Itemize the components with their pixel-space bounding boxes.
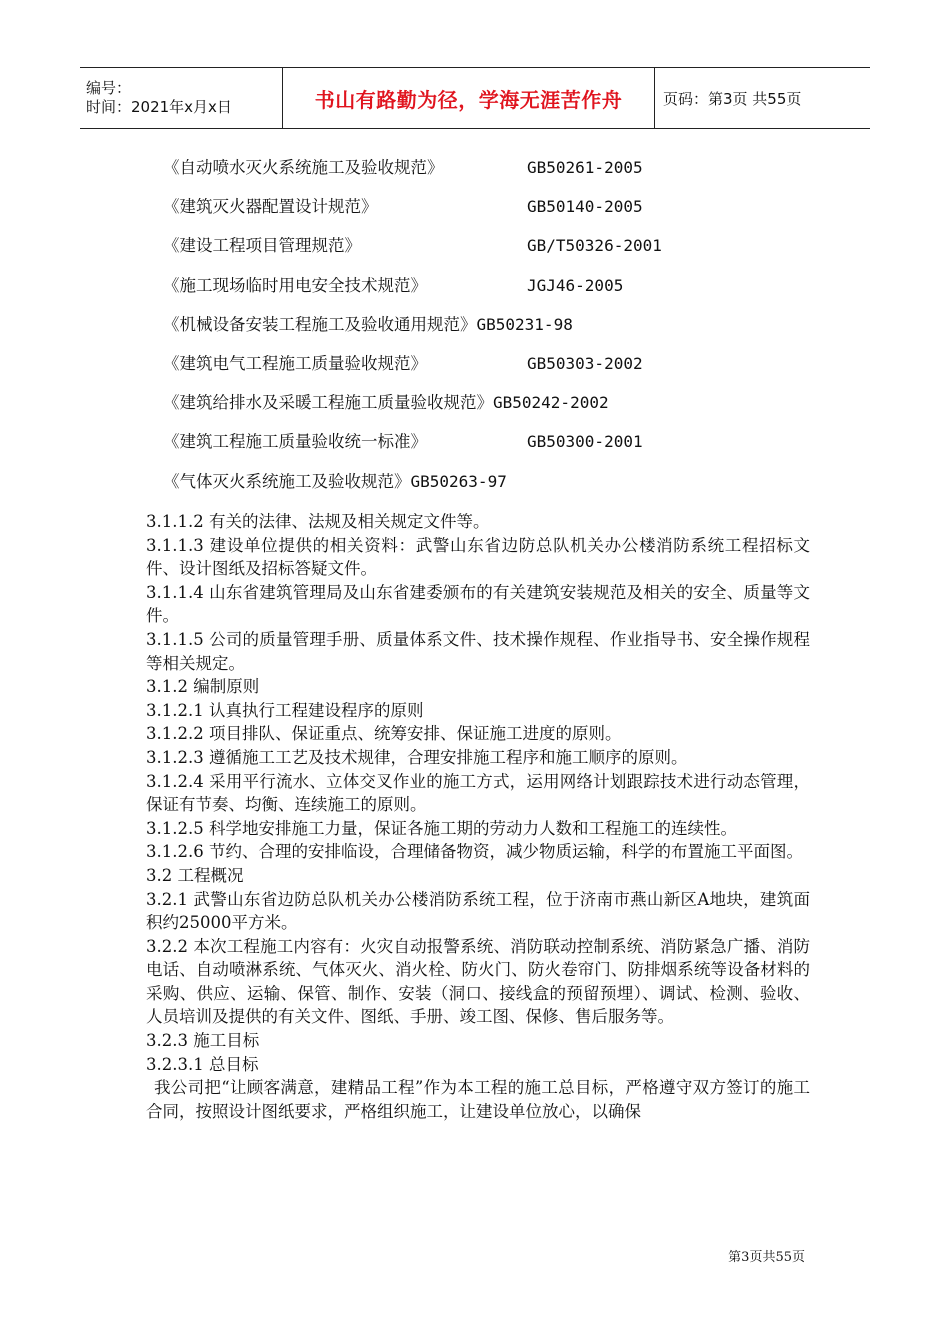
standard-title: 《建筑电气工程施工质量验收规范》 <box>163 353 427 373</box>
standard-title: 《机械设备安装工程施工及验收通用规范》 <box>163 314 477 334</box>
list-item <box>163 424 662 463</box>
header-motto: 书山有路勤为径，学海无涯苦作舟 <box>283 68 655 128</box>
standard-code: GB50140-2005 <box>527 197 643 217</box>
section-heading: 3.2 工程概况 <box>146 865 244 885</box>
serial-label: 编号： <box>86 79 132 97</box>
paragraph: 3.1.1.5 公司的质量管理手册、质量体系文件、技术操作规程、作业指导书、安全操作规程等相关规定。 <box>146 629 810 673</box>
standards-list <box>163 150 662 503</box>
standard-title: 《建筑灭火器配置设计规范》 <box>163 197 378 217</box>
header-page-label: 页码：第3页 共55页 <box>663 89 802 108</box>
section-heading: 3.1.2 编制原则 <box>146 677 260 697</box>
list-item <box>163 307 662 346</box>
header-meta <box>80 68 283 128</box>
paragraph: 3.2.2 本次工程施工内容有：火灾自动报警系统、消防联动控制系统、消防紧急广播、消防电话、自动喷淋系统、气体灭火、消火栓、防火门、防火卷帘门、防排烟系统等设备材料的采购、供应、运输、保管、制作、安装（洞口、接线盒的预留预埋）、调试、检测、验收、人员培训及提供的有关文件、图纸、手册、竣工图、保修、售后服务等。 <box>146 936 810 1027</box>
standard-code: GB50242-2002 <box>493 393 609 413</box>
standard-title: 《建设工程项目管理规范》 <box>163 236 361 256</box>
standard-code: GB50300-2001 <box>527 432 643 452</box>
standard-code: GB50303-2002 <box>527 353 643 373</box>
standard-title: 《建筑给排水及采暖工程施工质量验收规范》 <box>163 393 493 413</box>
standard-code: GB50263-97 <box>410 471 507 491</box>
list-item <box>163 189 662 228</box>
standard-code: JGJ46-2005 <box>527 275 624 295</box>
paragraph: 3.1.2.2 项目排队、保证重点、统筹安排、保证施工进度的原则。 <box>146 724 622 744</box>
paragraph: 3.1.2.3 遵循施工工艺及技术规律，合理安排施工程序和施工顺序的原则。 <box>146 747 688 767</box>
standard-code: GB50261-2005 <box>527 158 643 177</box>
paragraph: 我公司把“让顾客满意，建精品工程”作为本工程的施工总目标，严格遵守双方签订的施工合同，按照设计图纸要求，严格组织施工，让建设单位放心，以确保 <box>146 1078 810 1121</box>
section-heading: 3.2.3.1 总目标 <box>146 1054 259 1074</box>
page-header <box>80 67 870 129</box>
paragraph: 3.1.1.4 山东省建筑管理局及山东省建委颁布的有关建筑安装规范及相关的安全、质量等文件。 <box>146 582 810 626</box>
paragraph: 3.1.2.4 采用平行流水、立体交叉作业的施工方式，运用网络计划跟踪技术进行动态管理，保证有节奏、均衡、连续施工的原则。 <box>146 771 810 815</box>
standard-title: 《施工现场临时用电安全技术规范》 <box>163 275 427 295</box>
paragraph: 3.1.1.2 有关的法律、法规及相关规定文件等。 <box>146 512 490 531</box>
standard-title: 《自动喷水灭火系统施工及验收规范》 <box>163 158 444 177</box>
list-item <box>163 228 662 267</box>
standard-title: 《建筑工程施工质量验收统一标准》 <box>163 432 427 452</box>
page-footer: 第3页共55页 <box>728 1250 805 1265</box>
paragraph: 3.1.2.5 科学地安排施工力量，保证各施工期的劳动力人数和工程施工的连续性。 <box>146 818 737 838</box>
body-text <box>146 510 810 1123</box>
standard-code: GB/T50326-2001 <box>527 236 662 256</box>
list-item <box>163 150 662 189</box>
paragraph: 3.1.2.1 认真执行工程建设程序的原则 <box>146 700 424 720</box>
time-label: 时间：2021年x月x日 <box>86 98 232 116</box>
paragraph: 3.1.2.6 节约、合理的安排临设，合理储备物资，减少物质运输，科学的布置施工平面图。 <box>146 842 803 862</box>
list-item <box>163 346 662 385</box>
list-item <box>163 385 662 424</box>
list-item <box>163 464 662 503</box>
paragraph: 3.1.1.3 建设单位提供的相关资料：武警山东省边防总队机关办公楼消防系统工程招标文件、设计图纸及招标答疑文件。 <box>146 535 810 579</box>
section-heading: 3.2.3 施工目标 <box>146 1031 260 1051</box>
standard-code: GB50231-98 <box>476 314 573 334</box>
list-item <box>163 268 662 307</box>
paragraph: 3.2.1 武警山东省边防总队机关办公楼消防系统工程，位于济南市燕山新区A地块，建筑面积约25000平方米。 <box>146 889 810 933</box>
standard-title: 《气体灭火系统施工及验收规范》 <box>163 471 411 491</box>
